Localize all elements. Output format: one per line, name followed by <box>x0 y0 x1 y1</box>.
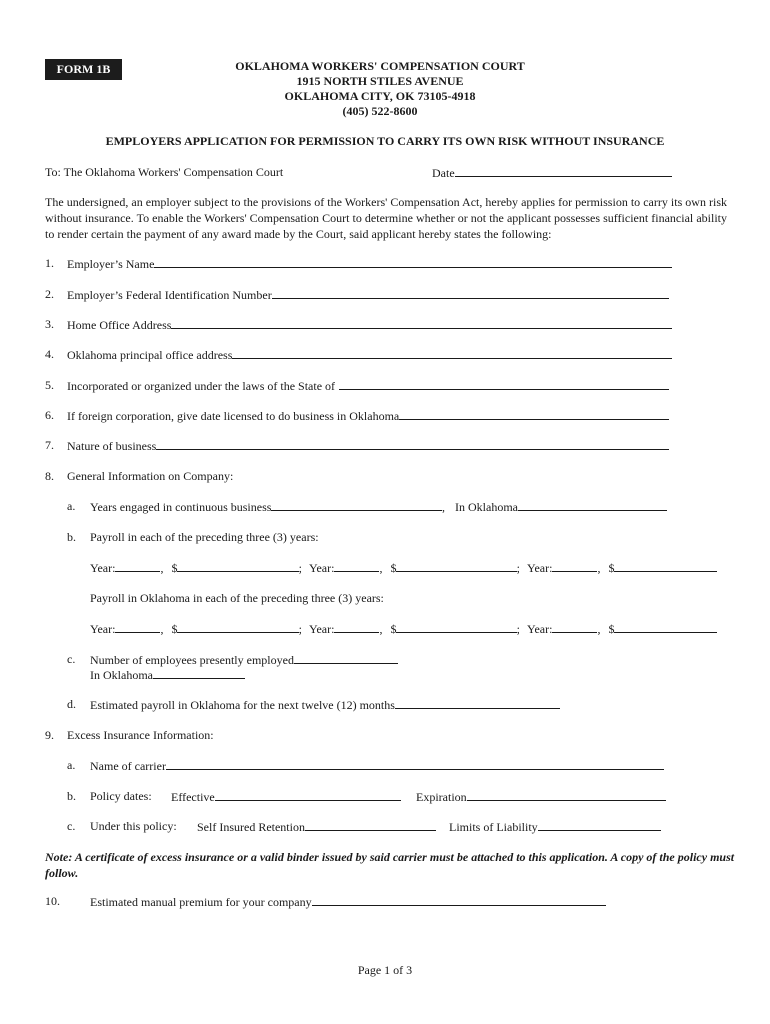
limits-of-liability-blank[interactable] <box>538 819 661 831</box>
payroll-heading: Payroll in each of the preceding three (3) years: <box>90 530 319 544</box>
comma: , <box>379 622 383 636</box>
business-nature-field[interactable] <box>67 438 669 453</box>
estimated-payroll-label: Estimated payroll in Oklahoma for the next twelve (12) months <box>90 698 395 712</box>
employees-oklahoma-field[interactable] <box>90 667 245 682</box>
home-office-label: Home Office Address <box>67 318 172 332</box>
item-number-5: 5. <box>45 378 54 392</box>
item-number-6: 6. <box>45 408 54 422</box>
comma: , <box>597 561 601 575</box>
incorporated-state-blank[interactable] <box>339 378 669 390</box>
year-blank[interactable] <box>552 560 597 572</box>
amount-blank[interactable] <box>177 560 298 572</box>
self-insured-retention-field[interactable] <box>197 819 436 834</box>
employer-name-label: Employer’s Name <box>67 257 155 271</box>
general-info-heading: General Information on Company: <box>67 469 234 483</box>
foreign-corp-label: If foreign corporation, give date licensed to do business in Oklahoma <box>67 409 400 423</box>
item-number-9: 9. <box>45 728 54 742</box>
date-label: Date <box>432 166 455 180</box>
effective-label: Effective <box>171 790 215 804</box>
year-blank[interactable] <box>552 621 597 633</box>
to-line: To: The Oklahoma Workers' Compensation Court <box>45 165 284 179</box>
ok-payroll-year-3[interactable] <box>527 621 717 636</box>
dollar-sign: $ <box>390 622 397 636</box>
semicolon: ; <box>298 561 302 575</box>
amount-blank[interactable] <box>614 621 717 633</box>
semicolon: ; <box>516 622 520 636</box>
ok-office-blank[interactable] <box>232 347 672 359</box>
comma: , <box>160 622 164 636</box>
dollar-sign: $ <box>171 622 178 636</box>
page-number: Page 1 of 3 <box>357 963 413 977</box>
court-name: OKLAHOMA WORKERS' COMPENSATION COURT <box>235 59 525 73</box>
self-insured-retention-blank[interactable] <box>305 819 436 831</box>
employees-label: Number of employees presently employed <box>90 653 294 667</box>
comma: , <box>597 622 601 636</box>
sub-letter-8a: a. <box>67 499 76 513</box>
effective-date-field[interactable] <box>171 789 401 804</box>
years-oklahoma-field[interactable] <box>455 499 667 514</box>
federal-id-field[interactable] <box>67 287 669 302</box>
comma: , <box>160 561 164 575</box>
employees-field[interactable] <box>90 652 398 667</box>
year-label: Year: <box>309 622 335 636</box>
item-number-1: 1. <box>45 256 54 270</box>
semicolon: ; <box>298 622 302 636</box>
item-number-3: 3. <box>45 317 54 331</box>
semicolon: ; <box>516 561 520 575</box>
year-blank[interactable] <box>334 560 379 572</box>
comma: , <box>379 561 383 575</box>
years-business-blank[interactable] <box>271 499 442 511</box>
business-nature-label: Nature of business <box>67 439 157 453</box>
manual-premium-field[interactable] <box>90 894 606 909</box>
ok-payroll-year-1[interactable] <box>90 621 302 636</box>
payroll-year-3[interactable] <box>527 560 717 575</box>
federal-id-label: Employer’s Federal Identification Number <box>67 288 272 302</box>
payroll-oklahoma-heading: Payroll in Oklahoma in each of the preceding three (3) years: <box>90 591 384 605</box>
year-label: Year: <box>90 622 116 636</box>
intro-paragraph: The undersigned, an employer subject to the provisions of the Workers' Compensation Act, hereby applies for permission to carry its own risk without insurance. To enable the Workers' Compensation Court to determine whether or not the applicant possesses sufficient financial ability to render certain the payment of any award made by the Court, said applicant hereby states the following: <box>45 195 727 241</box>
expiration-blank[interactable] <box>467 789 666 801</box>
excess-insurance-note: Note: A certificate of excess insurance or a valid binder issued by said carrier must be attached to this application. A copy of the policy must follow. <box>45 850 735 880</box>
excess-insurance-heading: Excess Insurance Information: <box>67 728 214 742</box>
expiration-date-field[interactable] <box>416 789 666 804</box>
estimated-payroll-field[interactable] <box>90 697 560 712</box>
years-oklahoma-label: In Oklahoma <box>455 500 518 514</box>
item-number-8: 8. <box>45 469 54 483</box>
incorporated-state-field[interactable] <box>67 378 669 393</box>
amount-blank[interactable] <box>396 560 516 572</box>
item-number-10: 10. <box>45 894 60 908</box>
sub-letter-8c: c. <box>67 652 76 666</box>
limits-of-liability-label: Limits of Liability <box>449 820 538 834</box>
home-office-field[interactable] <box>67 317 672 332</box>
year-label: Year: <box>309 561 335 575</box>
payroll-year-2[interactable] <box>309 560 520 575</box>
effective-blank[interactable] <box>215 789 401 801</box>
ok-office-field[interactable] <box>67 347 672 362</box>
court-city: OKLAHOMA CITY, OK 73105-4918 <box>284 89 476 103</box>
years-oklahoma-blank[interactable] <box>518 499 667 511</box>
dollar-sign: $ <box>390 561 397 575</box>
ok-payroll-year-2[interactable] <box>309 621 520 636</box>
employer-name-field[interactable] <box>67 256 672 271</box>
year-label: Year: <box>527 622 553 636</box>
carrier-name-field[interactable] <box>90 758 664 773</box>
sub-letter-9c: c. <box>67 819 76 833</box>
under-policy-label: Under this policy: <box>90 819 177 833</box>
years-business-field[interactable] <box>90 499 445 514</box>
estimated-payroll-blank[interactable] <box>395 697 560 709</box>
sub-letter-8b: b. <box>67 530 76 544</box>
business-nature-blank[interactable] <box>156 438 669 450</box>
year-label: Year: <box>527 561 553 575</box>
employees-oklahoma-label: In Oklahoma <box>90 668 153 682</box>
incorporated-state-label: Incorporated or organized under the laws of the State of <box>67 379 336 393</box>
year-label: Year: <box>90 561 116 575</box>
employees-blank[interactable] <box>294 652 398 664</box>
item-number-7: 7. <box>45 438 54 452</box>
year-blank[interactable] <box>115 621 160 633</box>
foreign-corp-blank[interactable] <box>399 408 669 420</box>
policy-dates-label: Policy dates: <box>90 789 152 803</box>
amount-blank[interactable] <box>177 621 298 633</box>
dollar-sign: $ <box>608 561 615 575</box>
form-number-badge: FORM 1B <box>45 59 122 80</box>
date-field[interactable] <box>432 165 672 180</box>
manual-premium-blank[interactable] <box>312 894 606 906</box>
limits-of-liability-field[interactable] <box>449 819 661 834</box>
dollar-sign: $ <box>171 561 178 575</box>
years-business-label: Years engaged in continuous business <box>90 500 272 514</box>
carrier-name-blank[interactable] <box>166 758 664 770</box>
foreign-corp-field[interactable] <box>67 408 669 423</box>
federal-id-blank[interactable] <box>272 287 669 299</box>
employees-oklahoma-blank[interactable] <box>153 667 245 679</box>
sub-letter-9a: a. <box>67 758 76 772</box>
expiration-label: Expiration <box>416 790 467 804</box>
year-blank[interactable] <box>115 560 160 572</box>
date-blank[interactable] <box>455 165 672 177</box>
amount-blank[interactable] <box>396 621 516 633</box>
employer-name-blank[interactable] <box>154 256 672 268</box>
year-blank[interactable] <box>334 621 379 633</box>
home-office-blank[interactable] <box>171 317 672 329</box>
manual-premium-label: Estimated manual premium for your company <box>90 895 312 909</box>
sub-letter-8d: d. <box>67 697 76 711</box>
court-street: 1915 NORTH STILES AVENUE <box>296 74 464 88</box>
amount-blank[interactable] <box>614 560 717 572</box>
payroll-year-1[interactable] <box>90 560 302 575</box>
form-title: EMPLOYERS APPLICATION FOR PERMISSION TO CARRY ITS OWN RISK WITHOUT INSURANCE <box>105 134 665 148</box>
item-number-4: 4. <box>45 347 54 361</box>
ok-office-label: Oklahoma principal office address <box>67 348 233 362</box>
item-number-2: 2. <box>45 287 54 301</box>
carrier-name-label: Name of carrier <box>90 759 166 773</box>
sub-letter-9b: b. <box>67 789 76 803</box>
dollar-sign: $ <box>608 622 615 636</box>
court-phone: (405) 522-8600 <box>342 104 418 118</box>
years-comma: , <box>442 500 445 514</box>
self-insured-retention-label: Self Insured Retention <box>197 820 305 834</box>
